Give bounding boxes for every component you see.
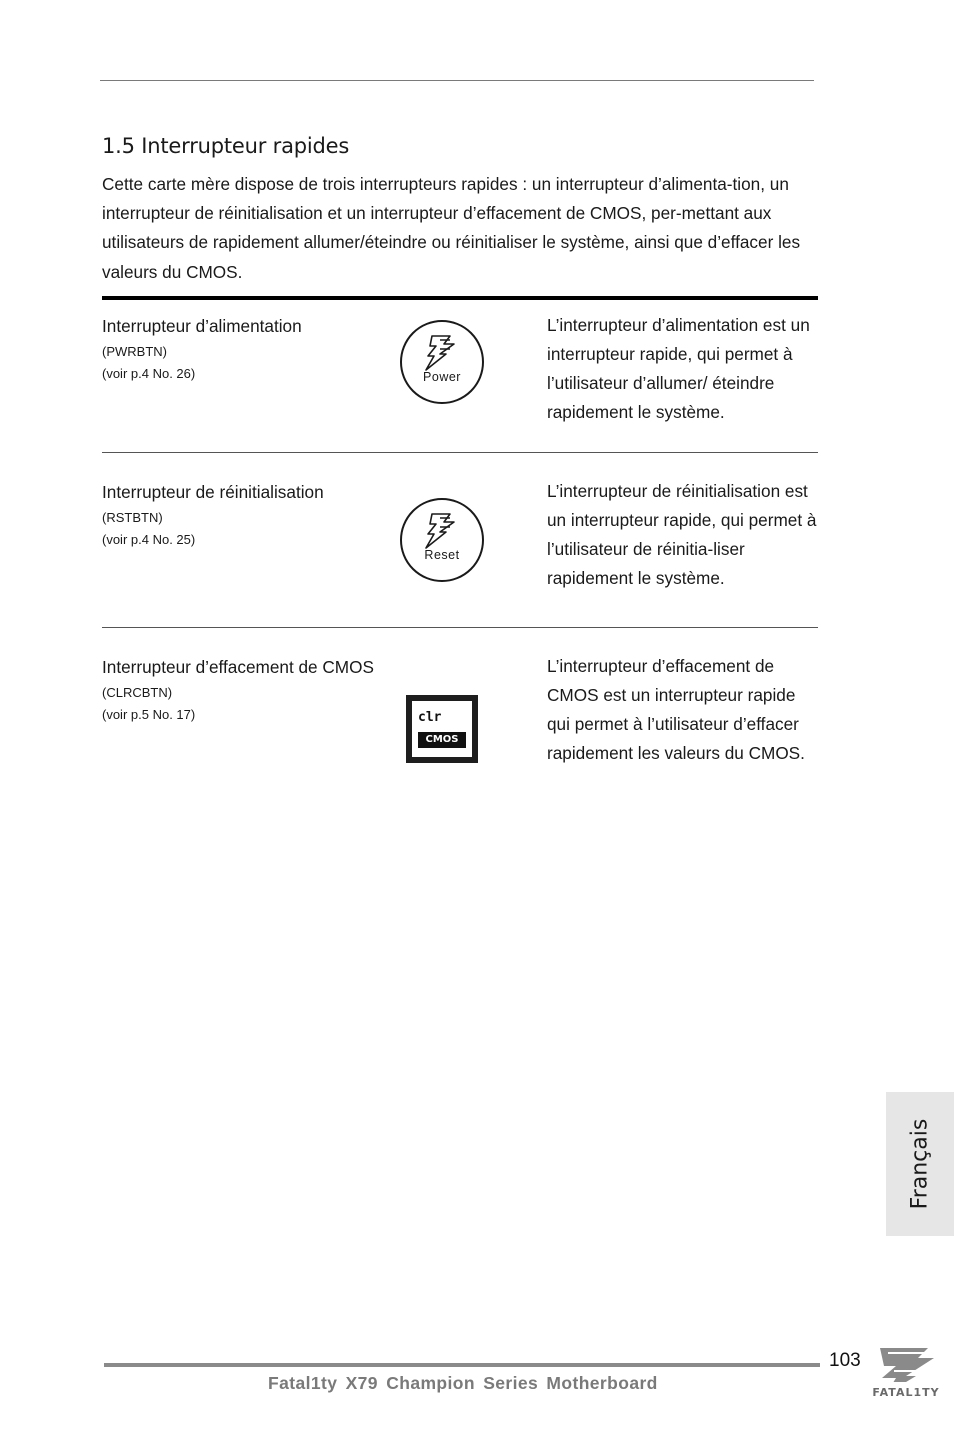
footer-product-name: Fatal1ty X79 Champion Series Motherboard	[268, 1373, 658, 1393]
power-button-icon	[400, 320, 484, 404]
logo-text: FATAL1TY	[872, 1386, 940, 1399]
switch-desc-reset: L’interrupteur de réinitialisation est un interrupteur rapide, qui permet à l’utilisateur de réinitia-liser rapidement le système.	[547, 481, 817, 588]
switch-name-power: Interrupteur d’alimentation	[102, 316, 302, 336]
lightning-icon	[420, 510, 464, 550]
header-rule	[100, 80, 814, 81]
switch-code-clear-cmos: (CLRCBTN)	[102, 685, 173, 700]
switch-desc-power: L’interrupteur d’alimentation est un interrupteur rapide, qui permet à l’utilisateur d’allumer/ éteindre rapidement le système.	[547, 315, 810, 422]
section-intro: Cette carte mère dispose de trois interrupteurs rapides : un interrupteur d’alimenta-tion, un interrupteur de réinitialisation et un interrupteur d’effacement de CMOS, per-mettant aux utilisateurs de rapidement allumer/éteindre ou réinitialiser le système, ainsi que d’effacer les valeurs du CMOS.	[102, 174, 801, 282]
switch-desc-clear-cmos: L’interrupteur d’effacement de CMOS est un interrupteur rapide qui permet à l’utilisateur d’effacer rapidement les valeurs du CMOS.	[547, 656, 805, 763]
reset-icon-label: Reset	[424, 548, 460, 562]
fatal1ty-logo-icon	[866, 1342, 946, 1402]
page-number: 103	[829, 1350, 861, 1371]
switch-ref-power: (voir p.4 No. 26)	[102, 366, 196, 381]
switch-name-reset: Interrupteur de réinitialisation	[102, 482, 324, 502]
reset-button-icon	[400, 498, 484, 582]
footer-rule	[104, 1363, 820, 1367]
section-title: 1.5 Interrupteur rapides	[102, 134, 350, 158]
language-tab	[886, 1092, 954, 1236]
cmos-icon-cmos-label: CMOS	[418, 732, 466, 748]
row-divider	[102, 452, 818, 453]
switch-ref-clear-cmos: (voir p.5 No. 17)	[102, 707, 196, 722]
switch-code-power: (PWRBTN)	[102, 344, 167, 359]
switch-name-clear-cmos: Interrupteur d’effacement de CMOS	[102, 657, 374, 677]
switch-ref-reset: (voir p.4 No. 25)	[102, 532, 196, 547]
cmos-icon-clr-label: clr	[418, 710, 442, 725]
clear-cmos-button-icon	[406, 695, 478, 763]
power-icon-label: Power	[423, 370, 461, 384]
lightning-icon	[420, 332, 464, 372]
table-top-rule	[102, 296, 818, 300]
language-label: Français	[907, 1118, 933, 1210]
row-divider	[102, 627, 818, 628]
switch-code-reset: (RSTBTN)	[102, 510, 163, 525]
